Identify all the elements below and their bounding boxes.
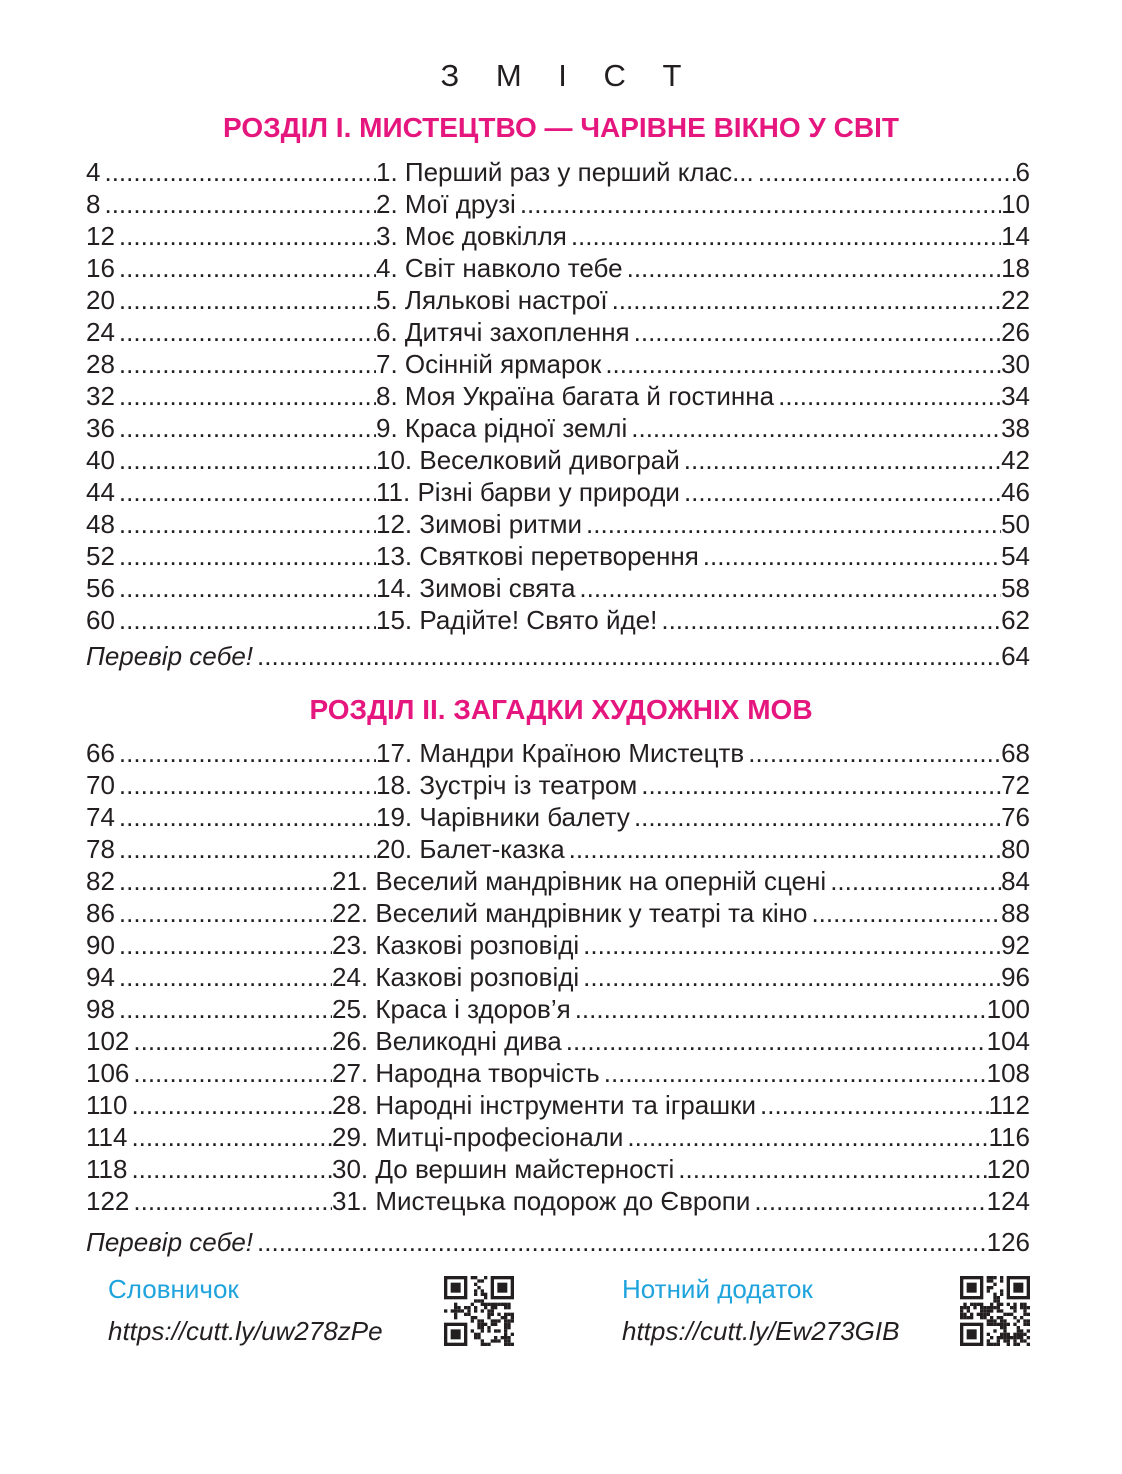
toc-start-block <box>86 865 332 897</box>
leader-dots <box>115 316 376 348</box>
leader-dots <box>115 508 376 540</box>
toc-start-block <box>86 380 376 412</box>
toc-end-page: 104 <box>986 1026 1030 1056</box>
check-label: Перевір себе! <box>86 641 254 671</box>
toc-start-page: 78 <box>86 834 115 864</box>
toc-row <box>86 833 1030 865</box>
toc-end-page: 46 <box>1001 477 1030 507</box>
toc-topic[interactable]: 21. Веселий мандрівник на оперній сцені <box>332 866 827 896</box>
leader-dots <box>115 572 376 604</box>
toc-start-block <box>86 929 332 961</box>
toc-end-page: 120 <box>986 1154 1030 1184</box>
toc-start-block <box>86 1185 332 1217</box>
toc-start-page: 70 <box>86 770 115 800</box>
toc-topic[interactable]: 13. Святкові перетворення <box>376 541 699 571</box>
leader-dots <box>627 412 1001 444</box>
leader-dots <box>115 380 376 412</box>
toc-end-page: 26 <box>1001 317 1030 347</box>
toc-topic[interactable]: 14. Зимові свята <box>376 573 576 603</box>
toc-start-page: 24 <box>86 317 115 347</box>
toc-topic[interactable]: 9. Краса рідної землі <box>376 413 628 443</box>
toc-row <box>86 1025 1030 1057</box>
leader-dots <box>127 1089 332 1121</box>
toc-end-page: 92 <box>1001 930 1030 960</box>
toc-end-page: 58 <box>1001 573 1030 603</box>
notes-label: Нотний додаток <box>622 1274 813 1304</box>
leader-dots <box>115 897 332 929</box>
toc-start-block <box>86 833 376 865</box>
toc-row <box>86 1153 1030 1185</box>
toc-start-page: 114 <box>86 1122 128 1152</box>
toc-topic[interactable]: 24. Казкові розповіді <box>332 962 580 992</box>
toc-start-block <box>86 897 332 929</box>
leader-dots <box>750 1185 986 1217</box>
toc-topic[interactable]: 11. Різні барви у природи <box>376 477 680 507</box>
leader-dots <box>826 865 1001 897</box>
leader-dots <box>637 769 1001 801</box>
toc-start-page: 122 <box>86 1186 130 1216</box>
leader-dots <box>601 348 1001 380</box>
leader-dots <box>115 833 376 865</box>
toc-row <box>86 476 1030 508</box>
section-2-toc <box>86 737 1030 1217</box>
leader-dots <box>253 640 1001 672</box>
toc-row <box>86 993 1030 1025</box>
leader-dots <box>115 865 332 897</box>
page-title: З М І С Т <box>440 58 696 93</box>
leader-dots <box>115 220 376 252</box>
toc-end-page: 108 <box>986 1058 1030 1088</box>
toc-topic[interactable]: 31. Мистецька подорож до Європи <box>332 1186 751 1216</box>
toc-start-block <box>86 737 376 769</box>
toc-row <box>86 316 1030 348</box>
toc-end-page: 30 <box>1001 349 1030 379</box>
toc-start-block <box>86 316 376 348</box>
leader-dots <box>129 1025 332 1057</box>
leader-dots <box>807 897 1001 929</box>
toc-start-page: 118 <box>86 1154 128 1184</box>
toc-topic[interactable]: 8. Моя Україна багата й гостинна <box>376 381 775 411</box>
check-row <box>86 640 1030 672</box>
toc-topic[interactable]: 23. Казкові розповіді <box>332 930 580 960</box>
toc-start-page: 60 <box>86 605 115 635</box>
toc-start-block <box>86 476 376 508</box>
leader-dots <box>115 348 376 380</box>
toc-topic[interactable]: 1. Перший раз у перший клас... <box>376 157 754 187</box>
toc-row <box>86 220 1030 252</box>
toc-end-page: 112 <box>988 1090 1030 1120</box>
toc-start-page: 110 <box>86 1090 128 1120</box>
toc-row <box>86 252 1030 284</box>
toc-start-page: 56 <box>86 573 115 603</box>
toc-row <box>86 348 1030 380</box>
leader-dots <box>115 929 332 961</box>
leader-dots <box>657 604 1001 636</box>
section-2-check <box>86 1226 1030 1258</box>
check-label: Перевір себе! <box>86 1227 254 1257</box>
leader-dots <box>582 508 1001 540</box>
toc-start-block <box>86 540 376 572</box>
toc-end-page: 124 <box>986 1186 1030 1216</box>
toc-row <box>86 156 1030 188</box>
toc-topic[interactable]: 22. Веселий мандрівник у театрі та кіно <box>332 898 808 928</box>
toc-start-page: 12 <box>86 221 115 251</box>
toc-start-block <box>86 769 376 801</box>
toc-row <box>86 961 1030 993</box>
toc-start-block <box>86 1153 332 1185</box>
toc-end-page: 116 <box>988 1122 1030 1152</box>
toc-end-page: 76 <box>1001 802 1030 832</box>
toc-topic[interactable]: 4. Світ навколо тебе <box>376 253 623 283</box>
leader-dots <box>115 769 376 801</box>
section-1-check <box>86 640 1030 672</box>
toc-start-page: 28 <box>86 349 115 379</box>
leader-dots <box>115 993 332 1025</box>
leader-dots <box>115 604 376 636</box>
toc-row <box>86 380 1030 412</box>
toc-row <box>86 604 1030 636</box>
toc-topic[interactable]: 7. Осінній ярмарок <box>376 349 602 379</box>
section-1-toc <box>86 156 1030 636</box>
toc-topic[interactable]: 5. Лялькові настрої <box>376 285 608 315</box>
check-page: 126 <box>986 1227 1030 1257</box>
toc-start-page: 20 <box>86 285 115 315</box>
toc-topic[interactable]: 19. Чарівники балету <box>376 802 630 832</box>
toc-start-page: 16 <box>86 253 115 283</box>
toc-end-page: 54 <box>1001 541 1030 571</box>
dictionary-label: Словничок <box>108 1274 239 1304</box>
section-1-heading: РОЗДІЛ І. МИСТЕЦТВО — ЧАРІВНЕ ВІКНО У СВІТ <box>223 112 899 143</box>
leader-dots <box>571 993 987 1025</box>
leader-dots <box>115 737 376 769</box>
toc-row <box>86 1121 1030 1153</box>
leader-dots <box>774 380 1001 412</box>
toc-topic[interactable]: 6. Дитячі захоплення <box>376 317 630 347</box>
leader-dots <box>575 572 1001 604</box>
leader-dots <box>565 833 1001 865</box>
toc-start-page: 4 <box>86 157 101 187</box>
leader-dots <box>600 1057 987 1089</box>
toc-end-page: 84 <box>1001 866 1030 896</box>
leader-dots <box>127 1153 332 1185</box>
toc-start-block <box>86 801 376 833</box>
toc-start-page: 74 <box>86 802 115 832</box>
toc-end-page: 34 <box>1001 381 1030 411</box>
leader-dots <box>744 737 1001 769</box>
toc-start-block <box>86 1121 332 1153</box>
qr-code-icon[interactable] <box>960 1276 1030 1346</box>
toc-row <box>86 801 1030 833</box>
toc-start-block <box>86 284 376 316</box>
toc-row <box>86 769 1030 801</box>
toc-start-page: 90 <box>86 930 115 960</box>
toc-row <box>86 737 1030 769</box>
leader-dots <box>608 284 1002 316</box>
toc-start-block <box>86 412 376 444</box>
toc-row <box>86 1185 1030 1217</box>
toc-start-block <box>86 188 376 220</box>
toc-start-block <box>86 993 332 1025</box>
toc-row <box>86 1057 1030 1089</box>
leader-dots <box>115 476 376 508</box>
toc-end-page: 6 <box>1015 157 1030 187</box>
toc-topic[interactable]: 3. Моє довкілля <box>376 221 567 251</box>
toc-start-block <box>86 444 376 476</box>
leader-dots <box>115 540 376 572</box>
leader-dots <box>579 961 1001 993</box>
leader-dots <box>516 188 1001 220</box>
toc-end-page: 80 <box>1001 834 1030 864</box>
toc-topic[interactable]: 20. Балет-казка <box>376 834 565 864</box>
leader-dots <box>100 188 376 220</box>
toc-row <box>86 540 1030 572</box>
toc-row <box>86 412 1030 444</box>
toc-start-page: 40 <box>86 445 115 475</box>
dictionary-link[interactable]: https://cutt.ly/uw278zPe <box>108 1316 383 1346</box>
toc-end-page: 88 <box>1001 898 1030 928</box>
toc-topic[interactable]: 10. Веселковий дивограй <box>376 445 680 475</box>
toc-start-block <box>86 220 376 252</box>
toc-end-page: 22 <box>1001 285 1030 315</box>
leader-dots <box>674 1153 986 1185</box>
toc-row <box>86 897 1030 929</box>
toc-end-page: 38 <box>1001 413 1030 443</box>
toc-start-page: 106 <box>86 1058 130 1088</box>
toc-topic[interactable]: 30. До вершин майстерності <box>332 1154 675 1184</box>
toc-start-page: 52 <box>86 541 115 571</box>
toc-end-page: 96 <box>1001 962 1030 992</box>
leader-dots <box>127 1121 332 1153</box>
toc-end-page: 18 <box>1001 253 1030 283</box>
leader-dots <box>699 540 1001 572</box>
toc-start-block <box>86 1025 332 1057</box>
toc-topic[interactable]: 17. Мандри Країною Мистецтв <box>376 738 745 768</box>
toc-row <box>86 865 1030 897</box>
leader-dots <box>623 1121 988 1153</box>
toc-end-page: 72 <box>1001 770 1030 800</box>
leader-dots <box>115 412 376 444</box>
leader-dots <box>579 929 1001 961</box>
notes-link[interactable]: https://cutt.ly/Ew273GIB <box>622 1316 900 1346</box>
toc-start-page: 44 <box>86 477 115 507</box>
toc-topic[interactable]: 28. Народні інструменти та іграшки <box>332 1090 756 1120</box>
toc-topic[interactable]: 12. Зимові ритми <box>376 509 583 539</box>
leader-dots <box>100 156 376 188</box>
toc-start-block <box>86 961 332 993</box>
leader-dots <box>115 252 376 284</box>
toc-start-page: 102 <box>86 1026 130 1056</box>
toc-end-page: 10 <box>1001 189 1030 219</box>
toc-start-page: 82 <box>86 866 115 896</box>
toc-end-page: 42 <box>1001 445 1030 475</box>
toc-start-page: 8 <box>86 189 101 219</box>
toc-start-page: 86 <box>86 898 115 928</box>
toc-row <box>86 444 1030 476</box>
leader-dots <box>115 284 376 316</box>
toc-row <box>86 929 1030 961</box>
leader-dots <box>129 1185 332 1217</box>
leader-dots <box>680 444 1001 476</box>
toc-start-page: 48 <box>86 509 115 539</box>
toc-topic[interactable]: 15. Радійте! Свято йде! <box>376 605 658 635</box>
toc-start-block <box>86 1057 332 1089</box>
leader-dots <box>630 801 1001 833</box>
toc-row <box>86 1089 1030 1121</box>
toc-end-page: 100 <box>986 994 1030 1024</box>
toc-end-page: 62 <box>1001 605 1030 635</box>
toc-start-page: 66 <box>86 738 115 768</box>
leader-dots <box>115 801 376 833</box>
toc-start-page: 32 <box>86 381 115 411</box>
toc-end-page: 50 <box>1001 509 1030 539</box>
toc-start-page: 94 <box>86 962 115 992</box>
toc-start-block <box>86 156 376 188</box>
toc-row <box>86 188 1030 220</box>
leader-dots <box>623 252 1001 284</box>
leader-dots <box>680 476 1001 508</box>
leader-dots <box>756 1089 989 1121</box>
leader-dots <box>567 220 1001 252</box>
toc-topic[interactable]: 18. Зустріч із театром <box>376 770 638 800</box>
toc-start-block <box>86 252 376 284</box>
leader-dots <box>115 444 376 476</box>
toc-row <box>86 572 1030 604</box>
leader-dots <box>562 1025 987 1057</box>
toc-topic[interactable]: 2. Мої друзі <box>376 189 516 219</box>
section-2-heading: РОЗДІЛ ІІ. ЗАГАДКИ ХУДОЖНІХ МОВ <box>309 694 813 725</box>
toc-start-block <box>86 508 376 540</box>
toc-start-block <box>86 572 376 604</box>
toc-topic[interactable]: 29. Митці-професіонали <box>332 1122 624 1152</box>
toc-row <box>86 508 1030 540</box>
toc-topic[interactable]: 25. Краса і здоров’я <box>332 994 571 1024</box>
toc-start-block <box>86 604 376 636</box>
leader-dots <box>253 1226 987 1258</box>
toc-start-block <box>86 1089 332 1121</box>
leader-dots <box>115 961 332 993</box>
leader-dots <box>630 316 1001 348</box>
check-page: 64 <box>1001 641 1030 671</box>
check-row <box>86 1226 1030 1258</box>
leader-dots <box>129 1057 332 1089</box>
toc-start-block <box>86 348 376 380</box>
toc-start-page: 36 <box>86 413 115 443</box>
toc-end-page: 68 <box>1001 738 1030 768</box>
toc-start-page: 98 <box>86 994 115 1024</box>
toc-topic[interactable]: 26. Великодні дива <box>332 1026 562 1056</box>
toc-topic[interactable]: 27. Народна творчість <box>332 1058 600 1088</box>
toc-end-page: 14 <box>1001 221 1030 251</box>
leader-dots <box>754 156 1016 188</box>
toc-row <box>86 284 1030 316</box>
qr-code-icon[interactable] <box>444 1276 514 1346</box>
